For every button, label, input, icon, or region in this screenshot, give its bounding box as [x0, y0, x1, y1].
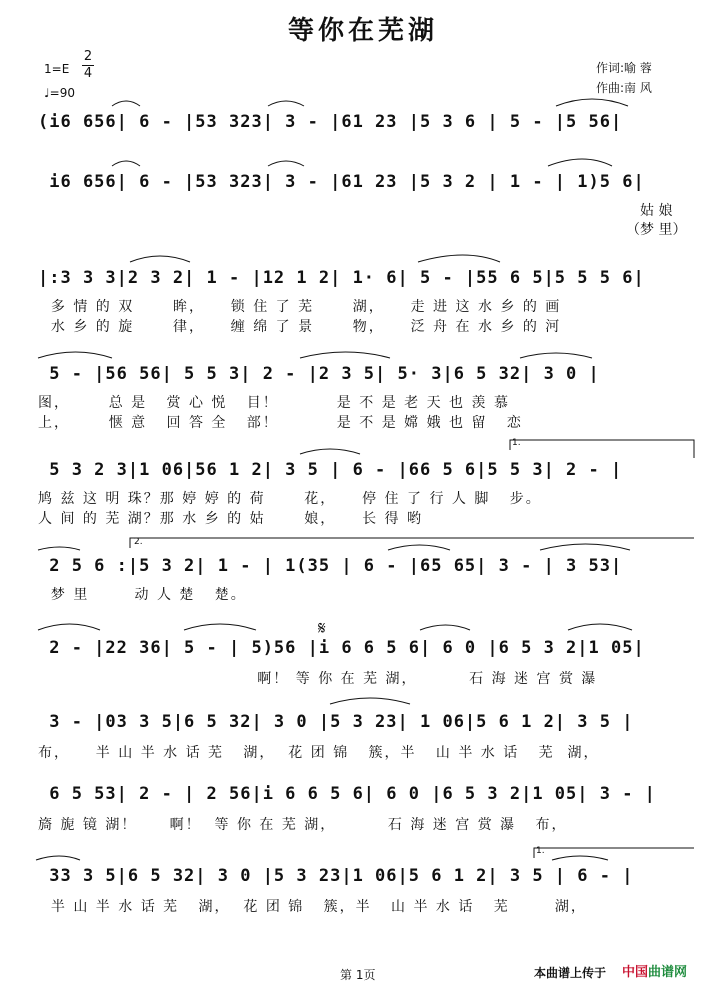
- notation-row-1: (i6 656| 6 - |53 323| 3 - |61 23 |5 3 6 | 5 - |5 56|: [38, 112, 623, 132]
- volta-first-row-10: 1.: [536, 846, 545, 856]
- lyric-row-7-verse-1: 啊！ 等 你 在 芜 湖， 石 海 迷 宫 赏 瀑: [38, 671, 598, 687]
- slur: [268, 101, 304, 106]
- logo-text-cn: 中国: [622, 965, 649, 980]
- slur: [112, 161, 140, 166]
- quarter-note-icon: ♩: [44, 86, 50, 100]
- notation-row-7: 2 - |22 36| 5 - | 5)56 |i 6 6 5 6| 6 0 |6 5 3 2|1 05|: [38, 638, 645, 658]
- lyric-row-4-verse-1: 图， 总 是 赏 心 悦 目！ 是 不 是 老 天 也 羡 慕: [38, 395, 510, 411]
- slur: [38, 547, 80, 550]
- slur: [184, 624, 256, 630]
- slur: [38, 352, 112, 358]
- notation-row-9: 6 5 53| 2 - | 2 56|i 6 6 5 6| 6 0 |6 5 3 2|1 05| 3 - |: [38, 784, 656, 804]
- side-lyric-line-1: 姑 娘: [640, 203, 673, 219]
- slur: [36, 856, 80, 860]
- time-signature-bottom: 4: [83, 66, 93, 81]
- notation-row-6: 2 5 6 :|5 3 2| 1 - | 1(35 | 6 - |65 65| 3 - | 3 53|: [38, 556, 623, 576]
- notation-row-10: 33 3 5|6 5 32| 3 0 |5 3 23|1 06|5 6 1 2| 3 5 | 6 - |: [38, 866, 634, 886]
- slur: [548, 159, 612, 166]
- volta-line-2: [130, 538, 694, 548]
- slur: [418, 255, 500, 262]
- logo-text-site: 曲谱网: [648, 965, 688, 980]
- composer: 作曲:南 风: [596, 81, 652, 95]
- lyricist: 作词:喻 蓉: [596, 61, 652, 75]
- slur: [552, 856, 608, 860]
- lyric-row-5-verse-1: 鸠 兹 这 明 珠？那 婷 婷 的 荷 花， 停 住 了 行 人 脚 步。: [38, 491, 542, 507]
- key-signature: 1=E: [44, 62, 70, 76]
- upload-notice: 本曲谱上传于: [534, 966, 607, 980]
- page-number: 第 1页: [340, 968, 376, 982]
- page-title: 等你在芜湖: [287, 16, 438, 46]
- slur: [112, 101, 140, 106]
- volta-second-row-6: 2.: [134, 537, 143, 547]
- lyric-row-3-verse-2: 水 乡 的 旋 律， 缠 绵 了 景 物， 泛 舟 在 水 乡 的 河: [38, 319, 562, 335]
- side-lyric-line-2: （梦 里）: [626, 222, 687, 238]
- slur: [520, 353, 592, 358]
- notation-row-4: 5 - |56 56| 5 5 3| 2 - |2 3 5| 5· 3|6 5 32| 3 0 |: [38, 364, 600, 384]
- lyric-row-4-verse-2: 上， 惬 意 回 答 全 部！ 是 不 是 嫦 娥 也 留 恋: [38, 415, 523, 431]
- volta-first-row-5: 1.: [512, 438, 521, 448]
- lyric-row-8-verse-1: 布， 半 山 半 水 话 芜 湖， 花 团 锦 簇，半 山 半 水 话 芜 湖，: [38, 745, 600, 761]
- site-logo[interactable]: [622, 961, 722, 978]
- tempo-value: =90: [49, 86, 75, 100]
- slur: [556, 99, 628, 106]
- time-signature-top: 2: [83, 49, 93, 64]
- lyric-row-9-verse-1: 旖 旎 镜 湖！ 啊！ 等 你 在 芜 湖， 石 海 迷 宫 赏 瀑 布，: [38, 817, 568, 833]
- notation-row-8: 3 - |03 3 5|6 5 32| 3 0 |5 3 23| 1 06|5 6 1 2| 3 5 |: [38, 712, 634, 732]
- lyric-row-10-verse-1: 半 山 半 水 话 芜 湖， 花 团 锦 簇，半 山 半 水 话 芜 湖，: [38, 899, 587, 915]
- volta-line-3: [534, 848, 694, 858]
- slur: [268, 161, 304, 166]
- slur: [130, 256, 190, 262]
- notation-row-3: |:3 3 3|2 3 2| 1 - |12 1 2| 1· 6| 5 - |55 6 5|5 5 5 6|: [38, 268, 645, 288]
- lyric-row-3-verse-1: 多 情 的 双 眸， 锁 住 了 芜 湖， 走 进 这 水 乡 的 画: [38, 299, 562, 315]
- lyric-row-6-verse-1: 梦 里 动 人 楚 楚。: [38, 587, 247, 603]
- volta-line-1: [510, 440, 694, 458]
- notation-row-2: i6 656| 6 - |53 323| 3 - |61 23 |5 3 2 | 1 - | 1)5 6|: [38, 172, 645, 192]
- segno-icon: 𝄋: [318, 618, 326, 639]
- notation-row-5: 5 3 2 3|1 06|56 1 2| 3 5 | 6 - |66 5 6|5 5 3| 2 - |: [38, 460, 623, 480]
- slur: [540, 544, 630, 550]
- slur: [568, 624, 632, 630]
- slur: [300, 352, 390, 358]
- slur: [420, 625, 470, 630]
- slur: [330, 698, 410, 704]
- slur: [388, 545, 450, 550]
- slur: [38, 624, 100, 630]
- lyric-row-5-verse-2: 人 间 的 芜 湖？那 水 乡 的 姑 娘， 长 得 哟: [38, 511, 424, 527]
- slur: [300, 449, 360, 454]
